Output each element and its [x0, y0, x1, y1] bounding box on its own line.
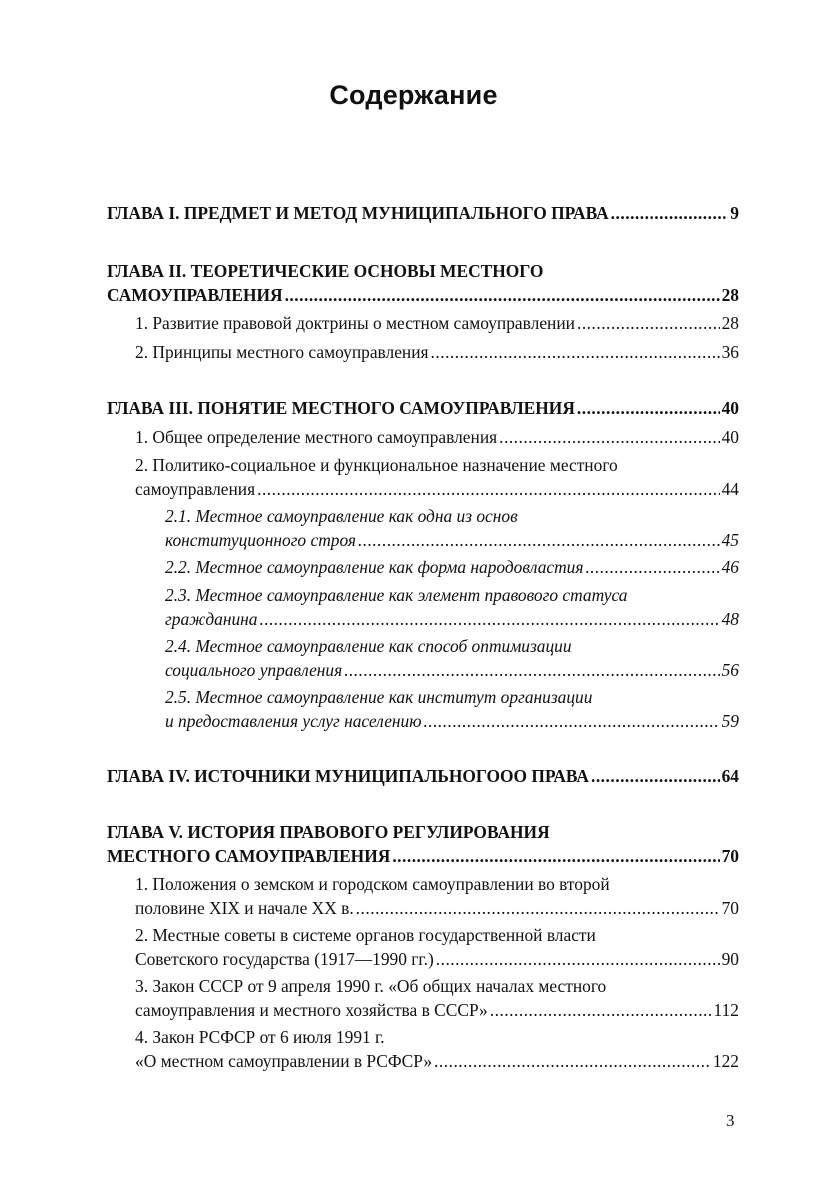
- toc-entry-text: конституционного строя: [165, 529, 356, 550]
- toc-page-number: 46: [721, 557, 739, 577]
- toc-entry-text: 1. Развитие правовой доктрины о местном самоуправлении: [135, 313, 575, 333]
- dot-leader: [285, 284, 720, 308]
- toc-page-number: 59: [721, 710, 739, 731]
- toc-page-number: 56: [721, 659, 739, 680]
- toc-page-number: 64: [721, 766, 739, 786]
- toc-chapter-entry[interactable]: [107, 202, 739, 226]
- toc-page-number: 9: [730, 203, 739, 223]
- toc-entry-text: САМОУПРАВЛЕНИЯ: [107, 284, 283, 305]
- toc-page-number: 28: [721, 313, 739, 333]
- toc-section-entry[interactable]: [135, 975, 739, 1022]
- toc-entry-text: 1. Положения о земском и городском самоуправлении во второй: [135, 874, 610, 894]
- toc-entry-text: половине XIX и начале XX в.: [135, 897, 354, 918]
- toc-page-number: 40: [721, 398, 739, 418]
- toc-page-number: 44: [721, 478, 739, 499]
- dot-leader: [490, 999, 712, 1023]
- dot-leader: [358, 529, 720, 553]
- toc-chapter-entry[interactable]: [107, 765, 739, 789]
- toc-entry-text: 1. Общее определение местного самоуправления: [135, 427, 498, 447]
- dot-leader: [577, 397, 720, 421]
- toc-section-entry[interactable]: [135, 924, 739, 971]
- toc-entry-text: гражданина: [165, 608, 258, 629]
- toc-page-number: 70: [721, 845, 739, 866]
- dot-leader: [344, 659, 719, 683]
- toc-entry-text: 2. Принципы местного самоуправления: [135, 342, 429, 362]
- toc-section-entry[interactable]: [135, 454, 739, 501]
- dot-leader: [611, 202, 729, 226]
- toc-section-entry[interactable]: [135, 341, 739, 365]
- toc-entry-text: ГЛАВА IV. ИСТОЧНИКИ МУНИЦИПАЛЬНОГООО ПРАВА: [107, 766, 589, 786]
- toc-entry-text: 2.5. Местное самоуправление как институт организации: [165, 687, 593, 707]
- dot-leader: [424, 710, 720, 734]
- toc-page-number: 112: [713, 999, 739, 1020]
- toc-chapter-entry[interactable]: [107, 821, 739, 868]
- toc-section-entry[interactable]: [135, 312, 739, 336]
- dot-leader: [356, 897, 720, 921]
- toc-entry-text: 2.4. Местное самоуправление как способ оптимизации: [165, 636, 572, 656]
- toc-entry-text: 2.2. Местное самоуправление как форма народовластия: [165, 557, 584, 577]
- toc-entry-text: и предоставления услуг населению: [165, 710, 422, 731]
- dot-leader: [257, 478, 720, 502]
- dot-leader: [591, 765, 720, 789]
- toc-entry-text: 2.1. Местное самоуправление как одна из основ: [165, 506, 518, 526]
- toc-entry-text: ГЛАВА II. ТЕОРЕТИЧЕСКИЕ ОСНОВЫ МЕСТНОГО: [107, 261, 544, 281]
- toc-page-number: 70: [721, 897, 739, 918]
- page-title: Содержание: [329, 80, 498, 110]
- toc-entry-text: 2. Местные советы в системе органов государственной власти: [135, 925, 596, 945]
- toc-entry-text: «О местном самоуправлении в РСФСР»: [135, 1050, 433, 1071]
- toc-page-number: 48: [721, 608, 739, 629]
- toc-entry-text: 4. Закон РСФСР от 6 июля 1991 г.: [135, 1027, 385, 1047]
- dot-leader: [436, 948, 720, 972]
- toc-subsection-entry[interactable]: [165, 635, 739, 682]
- dot-leader: [577, 312, 720, 336]
- page-number: 3: [726, 1111, 735, 1130]
- toc-entry-text: самоуправления и местного хозяйства в СССР»: [135, 999, 488, 1020]
- toc-page-number: 28: [721, 284, 739, 305]
- toc-page-number: 122: [712, 1050, 739, 1071]
- toc-section-entry[interactable]: [135, 873, 739, 920]
- toc-entry-text: ГЛАВА III. ПОНЯТИЕ МЕСТНОГО САМОУПРАВЛЕНИЯ: [107, 398, 575, 418]
- dot-leader: [434, 1050, 711, 1074]
- dot-leader: [499, 426, 719, 450]
- toc-entry-text: ГЛАВА V. ИСТОРИЯ ПРАВОВОГО РЕГУЛИРОВАНИЯ: [107, 822, 550, 842]
- toc-section-entry[interactable]: [135, 426, 739, 450]
- dot-leader: [260, 608, 720, 632]
- toc-page-number: 45: [721, 529, 739, 550]
- dot-leader: [585, 556, 719, 580]
- toc-subsection-entry[interactable]: [165, 686, 739, 733]
- dot-leader: [392, 845, 719, 869]
- toc-page-number: 36: [721, 342, 739, 362]
- toc-subsection-entry[interactable]: [165, 556, 739, 580]
- toc-page-number: 90: [721, 948, 739, 969]
- toc-entry-text: 2. Политико-социальное и функциональное назначение местного: [135, 455, 618, 475]
- toc-entry-text: ГЛАВА I. ПРЕДМЕТ И МЕТОД МУНИЦИПАЛЬНОГО ПРАВА: [107, 203, 609, 223]
- toc-entry-text: МЕСТНОГО САМОУПРАВЛЕНИЯ: [107, 845, 391, 866]
- toc-entry-text: самоуправления: [135, 478, 256, 499]
- toc-section-entry[interactable]: [135, 1026, 739, 1073]
- toc-chapter-entry[interactable]: [107, 260, 739, 307]
- dot-leader: [431, 341, 720, 365]
- toc-subsection-entry[interactable]: [165, 505, 739, 552]
- toc-entry-text: социального управления: [165, 659, 343, 680]
- toc-entry-text: Советского государства (1917—1990 гг.): [135, 948, 434, 969]
- toc-page-number: 40: [721, 427, 739, 447]
- toc-entry-text: 3. Закон СССР от 9 апреля 1990 г. «Об общих началах местного: [135, 976, 607, 996]
- toc-entry-text: 2.3. Местное самоуправление как элемент правового статуса: [165, 585, 628, 605]
- toc-subsection-entry[interactable]: [165, 584, 739, 631]
- toc-chapter-entry[interactable]: [107, 397, 739, 421]
